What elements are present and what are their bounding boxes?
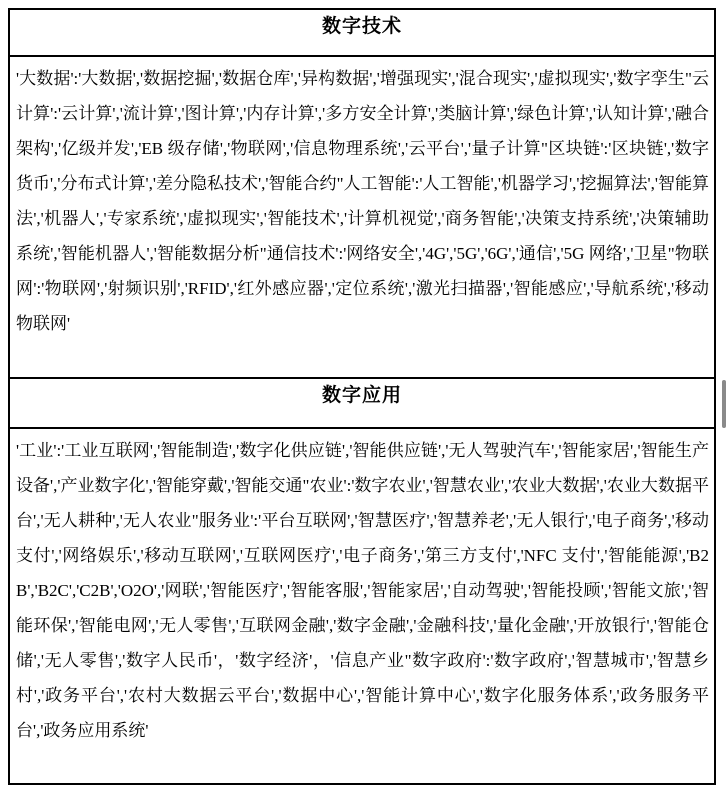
digital-technology-header-row bbox=[10, 10, 714, 57]
digital-application-header-row bbox=[10, 379, 714, 429]
digital-application-header-label: 数字应用 bbox=[321, 385, 402, 406]
digital-application-keywords: '工业':'工业互联网','智能制造','数字化供应链','智能供应链','无人驾驶汽车','智能家居','智能生产设备','产业数字化','智能穿戴','智能交通"农业':'数字农业','智慧农业','农业大数据','农业大数据平台','无人耕种','无人农业"服务业':'平台互联网','智慧医疗','智慧养老','无人银行','电子商务','移动支付','网络娱乐','移动互联网','互联网医疗','电子商务','第三方支付','NFC 支付','智能能源','B2B','B2C','C2B','O2O','网联','智能医疗','智能客服','智能家居','自动驾驶','智能投顾','智能文旅','智能环保','智能电网','无人零售','互联网金融','数字金融','金融科技','量化金融','开放银行','智能仓储','无人零售','数字人民币'，'数字经济'，'信息产业"数字政府':'数字政府','智慧城市','智慧乡村','政务平台','农村大数据云平台','数据中心','智能计算中心','数字化服务体系','政务服务平台','政务应用系统' bbox=[16, 441, 709, 740]
digital-technology-header-label: 数字技术 bbox=[321, 16, 402, 37]
digital-technology-keywords: '大数据':'大数据','数据挖掘','数据仓库','异构数据','增强现实','混合现实','虚拟现实','数字孪生"云计算':'云计算','流计算','图计算','内存计算','多方安全计算','类脑计算','绿色计算','认知计算','融合架构','亿级并发','EB 级存储','物联网','信息物理系统','云平台','量子计算"区块链':'区块链','数字货币','分布式计算','差分隐私技术','智能合约"人工智能':'人工智能','机器学习','挖掘算法','智能算法','机器人','专家系统','虚拟现实','智能技术','计算机视觉','商务智能','决策支持系统','决策辅助系统','智能机器人','智能数据分析"通信技术':'网络安全','4G','5G','6G','通信','5G 网络','卫星"物联网':'物联网','射频识别','RFID','红外感应器','定位系统','激光扫描器','智能感应','导航系统','移动物联网' bbox=[10, 57, 714, 379]
keyword-table bbox=[8, 8, 716, 785]
scrollbar-thumb[interactable] bbox=[722, 380, 726, 428]
